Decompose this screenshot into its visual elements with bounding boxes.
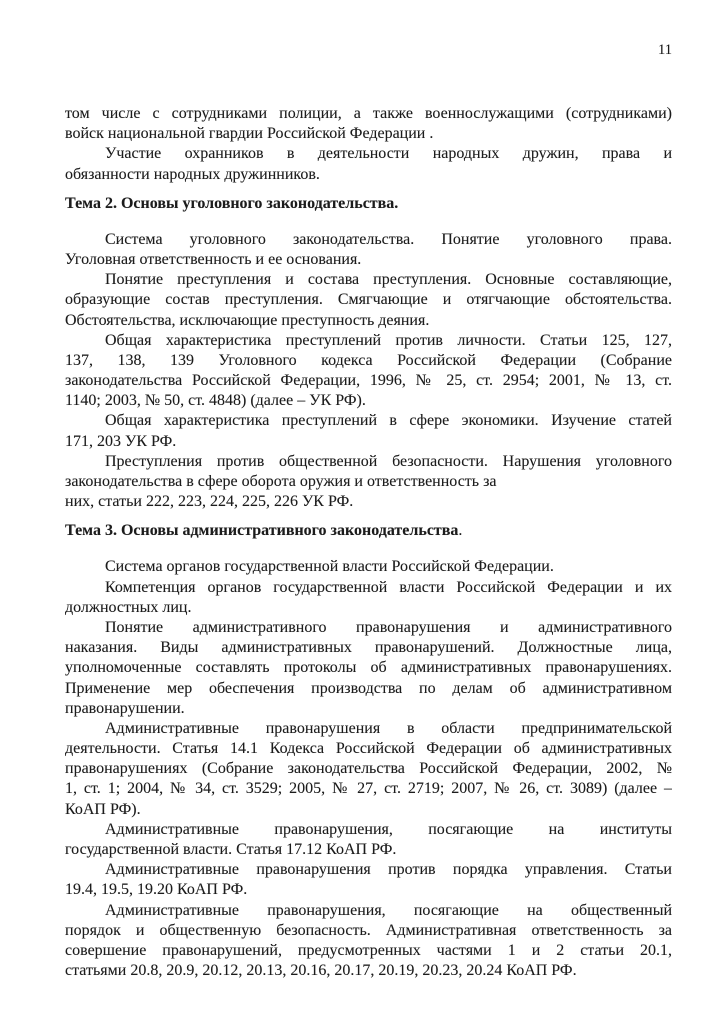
text-line: Уголовная ответственность и ее основания. <box>65 250 362 268</box>
paragraph <box>65 901 672 982</box>
text-line: Общая характеристика преступлений в сфере экономики. Изучение статей <box>105 412 672 430</box>
text-line: порядок и общественную безопасность. Административная ответственность за <box>65 921 672 939</box>
text-line: том числе с сотрудниками полиции, а также военнослужащими (сотрудниками) <box>65 105 672 122</box>
text-line: КоАП РФ). <box>65 800 141 818</box>
text-line: образующие состав преступления. Смягчающие и отягчающие обстоятельства. <box>65 291 672 309</box>
text-line: войск национальной гвардии Российской Федерации . <box>65 125 434 143</box>
page-number: 11 <box>658 42 672 58</box>
text-line: Система уголовного законодательства. Понятие уголовного права. <box>105 230 672 248</box>
text-line: правонарушении. <box>65 699 185 717</box>
document-body <box>65 104 672 981</box>
text-line: деятельности. Статья 14.1 Кодекса Российской Федерации об административных <box>65 740 672 758</box>
paragraph <box>65 411 672 451</box>
text-line: государственной власти. Статья 17.12 КоАП РФ. <box>65 841 397 858</box>
text-line: Тема 2. Основы уголовного законодательства. <box>65 194 399 212</box>
paragraph <box>65 230 672 270</box>
text-line: 1, ст. 1; 2004, № 34, ст. 3529; 2005, № 27, ст. 2719; 2007, № 26, ст. 3089) (далее – <box>65 780 672 798</box>
text-line: Обстоятельства, исключающие преступность деяния. <box>65 311 430 329</box>
paragraph <box>65 820 672 860</box>
paragraph <box>65 860 672 900</box>
text-line: 1140; 2003, № 50, ст. 4848) (далее – УК РФ). <box>65 392 366 410</box>
paragraph <box>65 331 672 412</box>
text-line: Административные правонарушения против порядка управления. Статьи <box>105 861 672 879</box>
text-line: Административные правонарушения в области предпринимательской <box>105 719 672 737</box>
paragraph <box>65 144 672 184</box>
text-line: правонарушениях (Собрание законодательства Российской Федерации, 2002, № <box>65 760 672 778</box>
text-line: законодательства в сфере оборота оружия и ответственность за <box>65 473 497 490</box>
paragraph <box>65 618 672 719</box>
text-line: Система органов государственной власти Российской Федерации. <box>105 558 554 576</box>
text-line: Участие охранников в деятельности народных дружин, права и <box>105 145 672 163</box>
text-line: Понятие административного правонарушения и административного <box>105 618 672 636</box>
section-heading <box>65 193 672 214</box>
text-line: них, статьи 222, 223, 224, 225, 226 УК РФ. <box>65 493 354 511</box>
paragraph <box>65 452 672 513</box>
text-line: Административные правонарушения, посягающие на институты <box>105 820 672 838</box>
text-line: должностных лиц. <box>65 598 192 616</box>
text-line: наказания. Виды административных правонарушений. Должностные лица, <box>65 639 672 657</box>
text-line: 19.4, 19.5, 19.20 КоАП РФ. <box>65 881 248 899</box>
text-line: совершение правонарушений, предусмотренных частями 1 и 2 статьи 20.1, <box>65 941 672 959</box>
text-line: Преступления против общественной безопасности. Нарушения уголовного <box>105 452 672 470</box>
text-line: обязанности народных дружинников. <box>65 165 320 183</box>
paragraph <box>65 270 672 331</box>
text-line: Компетенция органов государственной власти Российской Федерации и их <box>105 578 672 596</box>
section-heading <box>65 520 672 541</box>
text-line: статьями 20.8, 20.9, 20.12, 20.13, 20.16, 20.17, 20.19, 20.23, 20.24 КоАП РФ. <box>65 962 577 980</box>
paragraph <box>65 719 672 820</box>
text-line: 171, 203 УК РФ. <box>65 432 177 450</box>
text-line: законодательства Российской Федерации, 1996, № 25, ст. 2954; 2001, № 13, ст. <box>65 372 672 390</box>
text-line: 137, 138, 139 Уголовного кодекса Российской Федерации (Собрание <box>65 351 672 369</box>
text-line: Общая характеристика преступлений против личности. Статьи 125, 127, <box>105 331 672 349</box>
paragraph-continuation <box>65 104 672 144</box>
text-line: уполномоченные составлять протоколы об административных правонарушениях. <box>65 659 672 677</box>
paragraph <box>65 557 672 577</box>
text-line: Применение мер обеспечения производства по делам об административном <box>65 679 672 697</box>
paragraph <box>65 578 672 618</box>
text-line: Понятие преступления и состава преступления. Основные составляющие, <box>105 271 672 289</box>
text-line: Административные правонарушения, посягающие на общественный <box>105 901 672 919</box>
text-line: Тема 3. Основы административного законодательства. <box>65 522 463 540</box>
heading-plain-period: . <box>458 522 463 540</box>
